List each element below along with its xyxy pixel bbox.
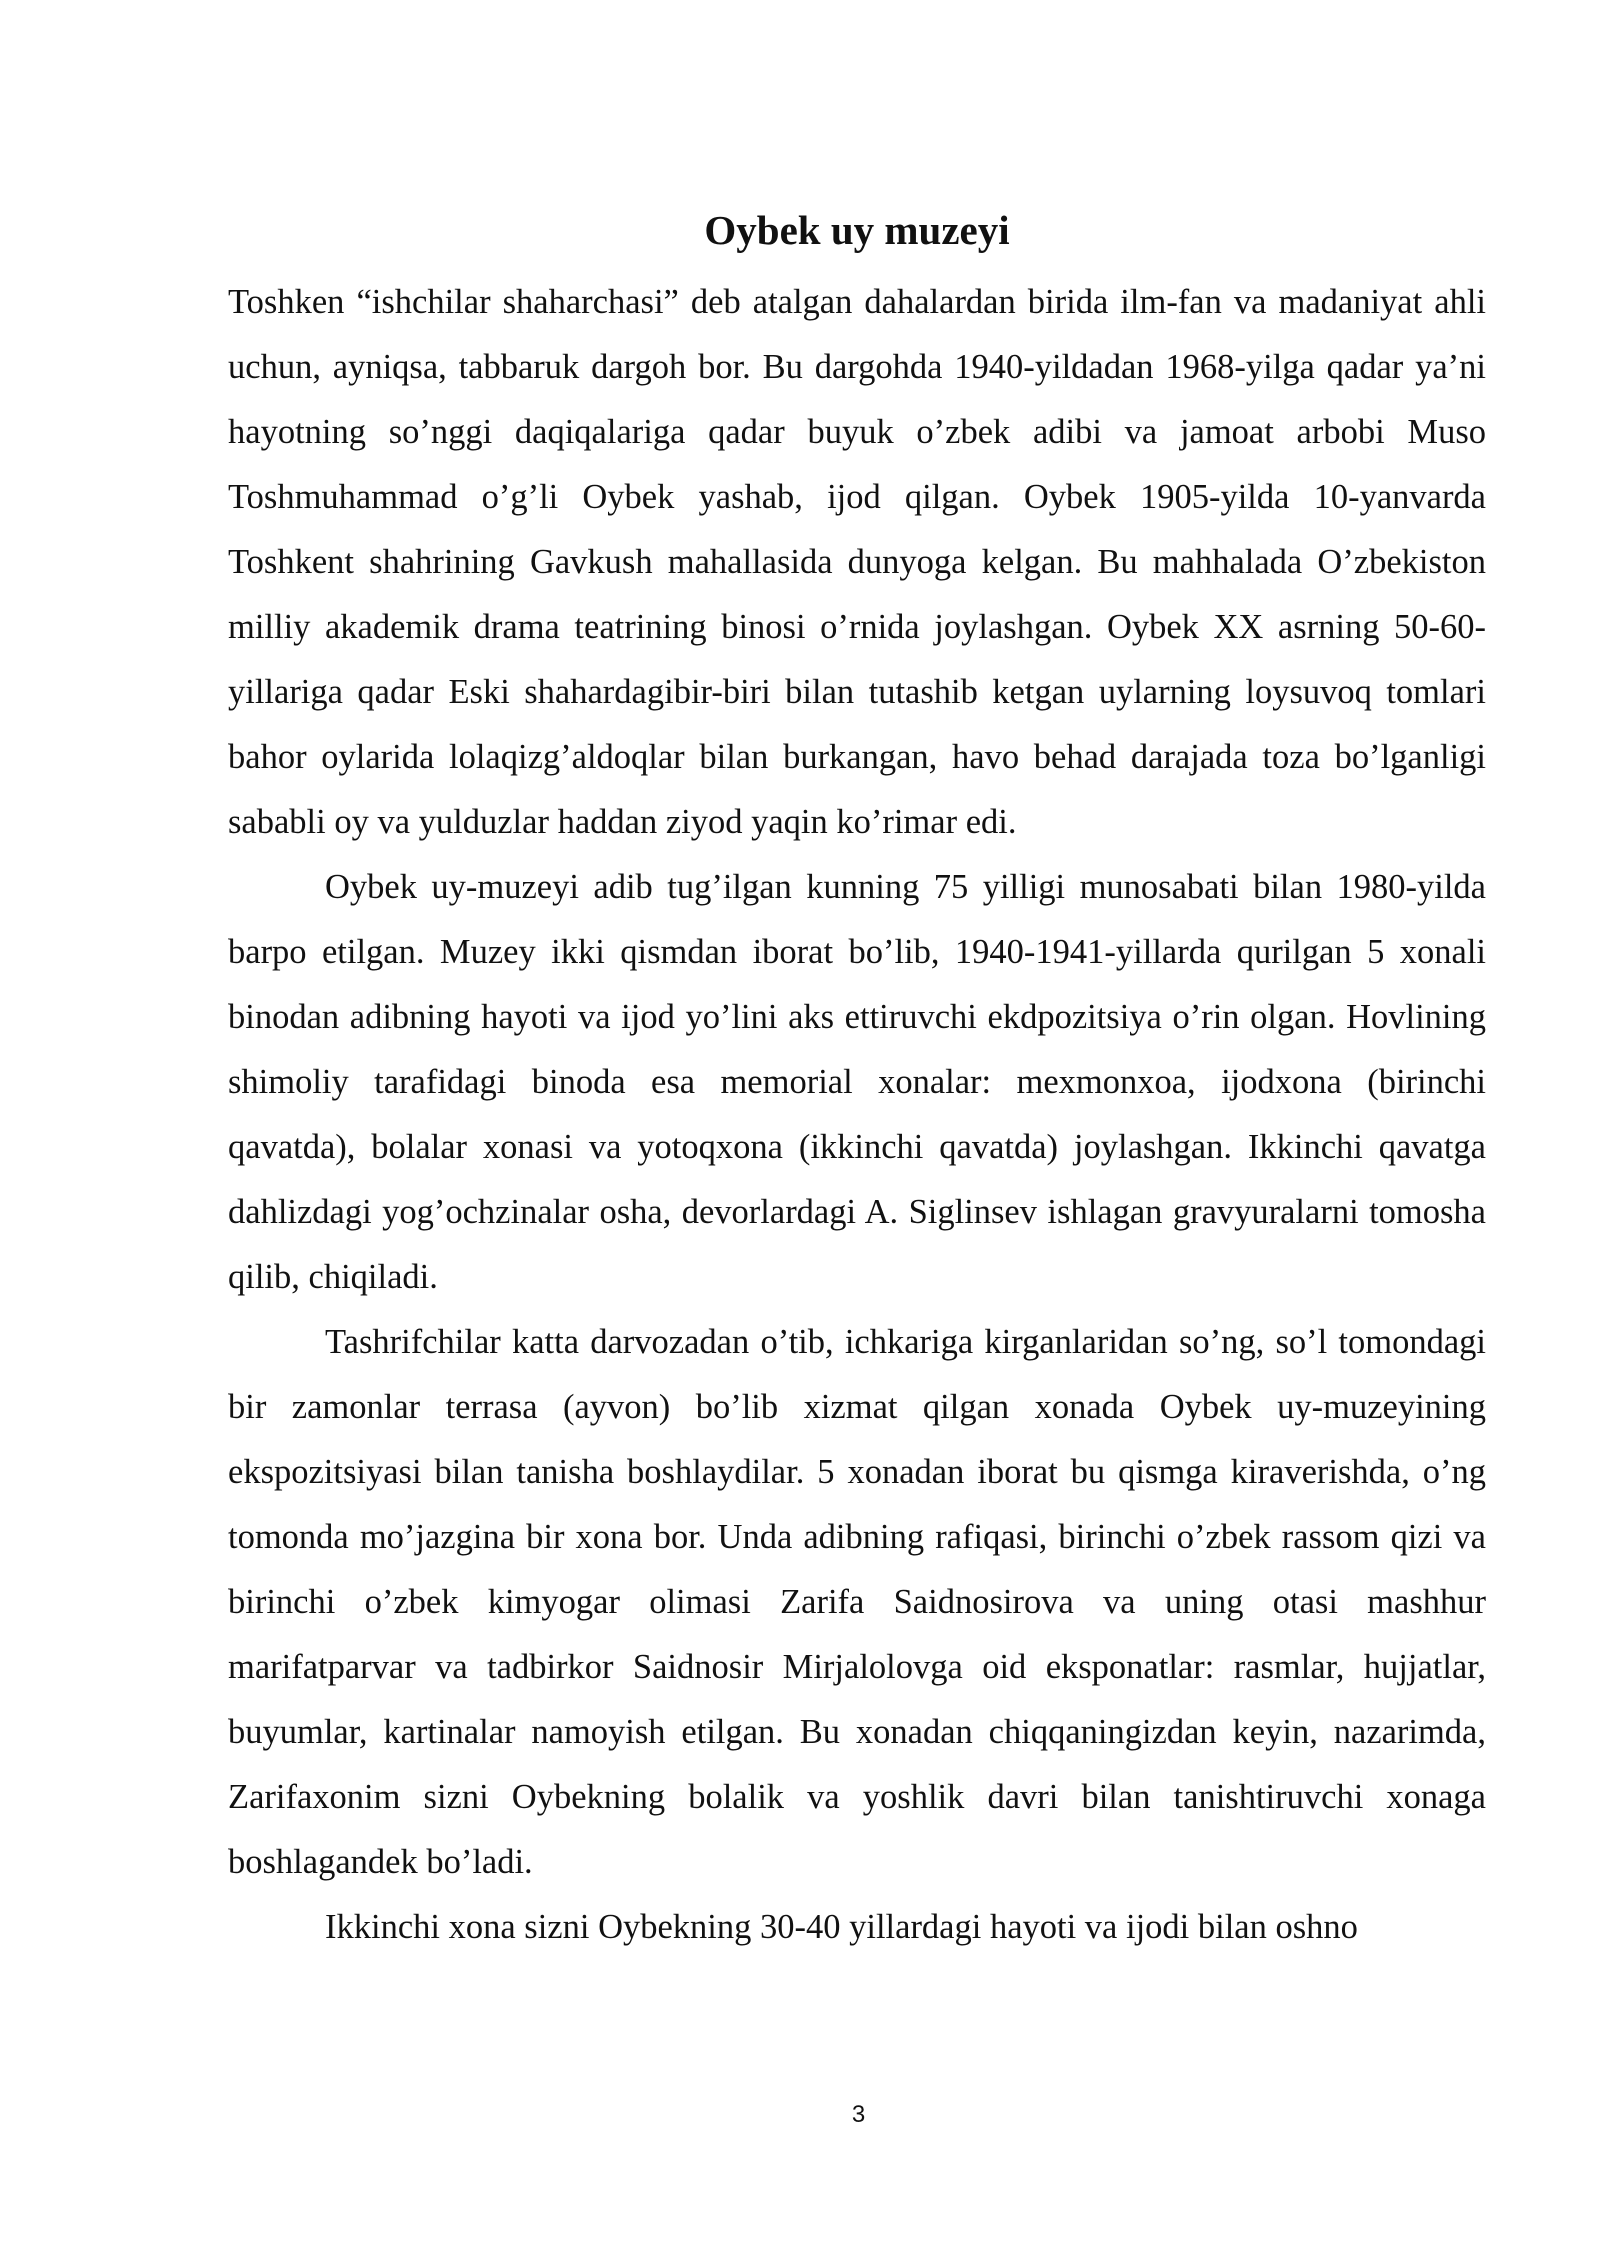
document-title: Oybek uy muzeyi: [704, 207, 1010, 253]
document-body: [228, 270, 1486, 1960]
paragraph-1: Toshken “ishchilar shaharchasi” deb atalgan dahalardan birida ilm-fan va madaniyat ahli uchun, ayniqsa, tabbaruk dargoh bor. Bu dargohda 1940-yildadan 1968-yilga qadar ya’ni hayotning so’nggi daqiqalariga qadar buyuk o’zbek adibi va jamoat arbobi Muso Toshmuhammad o’g’li Oybek yashab, ijod qilgan. Oybek 1905-yilda 10-yanvarda Toshkent shahrining Gavkush mahallasida dunyoga kelgan. Bu mahhalada O’zbekiston milliy akademik drama teatrining binosi o’rnida joylashgan. Oybek XX asrning 50-60- yillariga qadar Eski shahardagibir-biri bilan tutashib ketgan uylarning loysuvoq tomlari bahor oylarida lolaqizg’aldoqlar bilan burkangan, havo behad darajada toza bo’lganligi sababli oy va yulduzlar haddan ziyod yaqin ko’rimar edi.: [228, 283, 1486, 841]
paragraph-3: Tashrifchilar katta darvozadan o’tib, ichkariga kirganlaridan so’ng, so’l tomondagi bir zamonlar terrasa (ayvon) bo’lib xizmat qilgan xonada Oybek uy-muzeyining ekspozitsiyasi bilan tanisha boshlaydilar. 5 xonadan iborat bu qismga kiraverishda, o’ng tomonda mo’jazgina bir xona bor. Unda adibning rafiqasi, birinchi o’zbek rassom qizi va birinchi o’zbek kimyogar olimasi Zarifa Saidnosirova va uning otasi mashhur marifatparvar va tadbirkor Saidnosir Mirjalolovga oid eksponatlar: rasmlar, hujjatlar, buyumlar, kartinalar namoyish etilgan. Bu xonadan chiqqaningizdan keyin, nazarimda, Zarifaxonim sizni Oybekning bolalik va yoshlik davri bilan tanishtiruvchi xonaga boshlagandek bo’ladi.: [228, 1323, 1486, 1881]
page-number: 3: [851, 2101, 866, 2128]
paragraph-4: Ikkinchi xona sizni Oybekning 30-40 yillardagi hayoti va ijodi bilan oshno: [325, 1908, 1358, 1946]
paragraph-2: Oybek uy-muzeyi adib tug’ilgan kunning 75 yilligi munosabati bilan 1980-yilda barpo etilgan. Muzey ikki qismdan iborat bo’lib, 1940-1941-yillarda qurilgan 5 xonali binodan adibning hayoti va ijod yo’lini aks ettiruvchi ekdpozitsiya o’rin olgan. Hovlining shimoliy tarafidagi binoda esa memorial xonalar: mexmonxoa, ijodxona (birinchi qavatda), bolalar xonasi va yotoqxona (ikkinchi qavatda) joylashgan. Ikkinchi qavatga dahlizdagi yog’ochzinalar osha, devorlardagi A. Siglinsev ishlagan gravyuralarni tomosha qilib, chiqiladi.: [228, 868, 1486, 1296]
